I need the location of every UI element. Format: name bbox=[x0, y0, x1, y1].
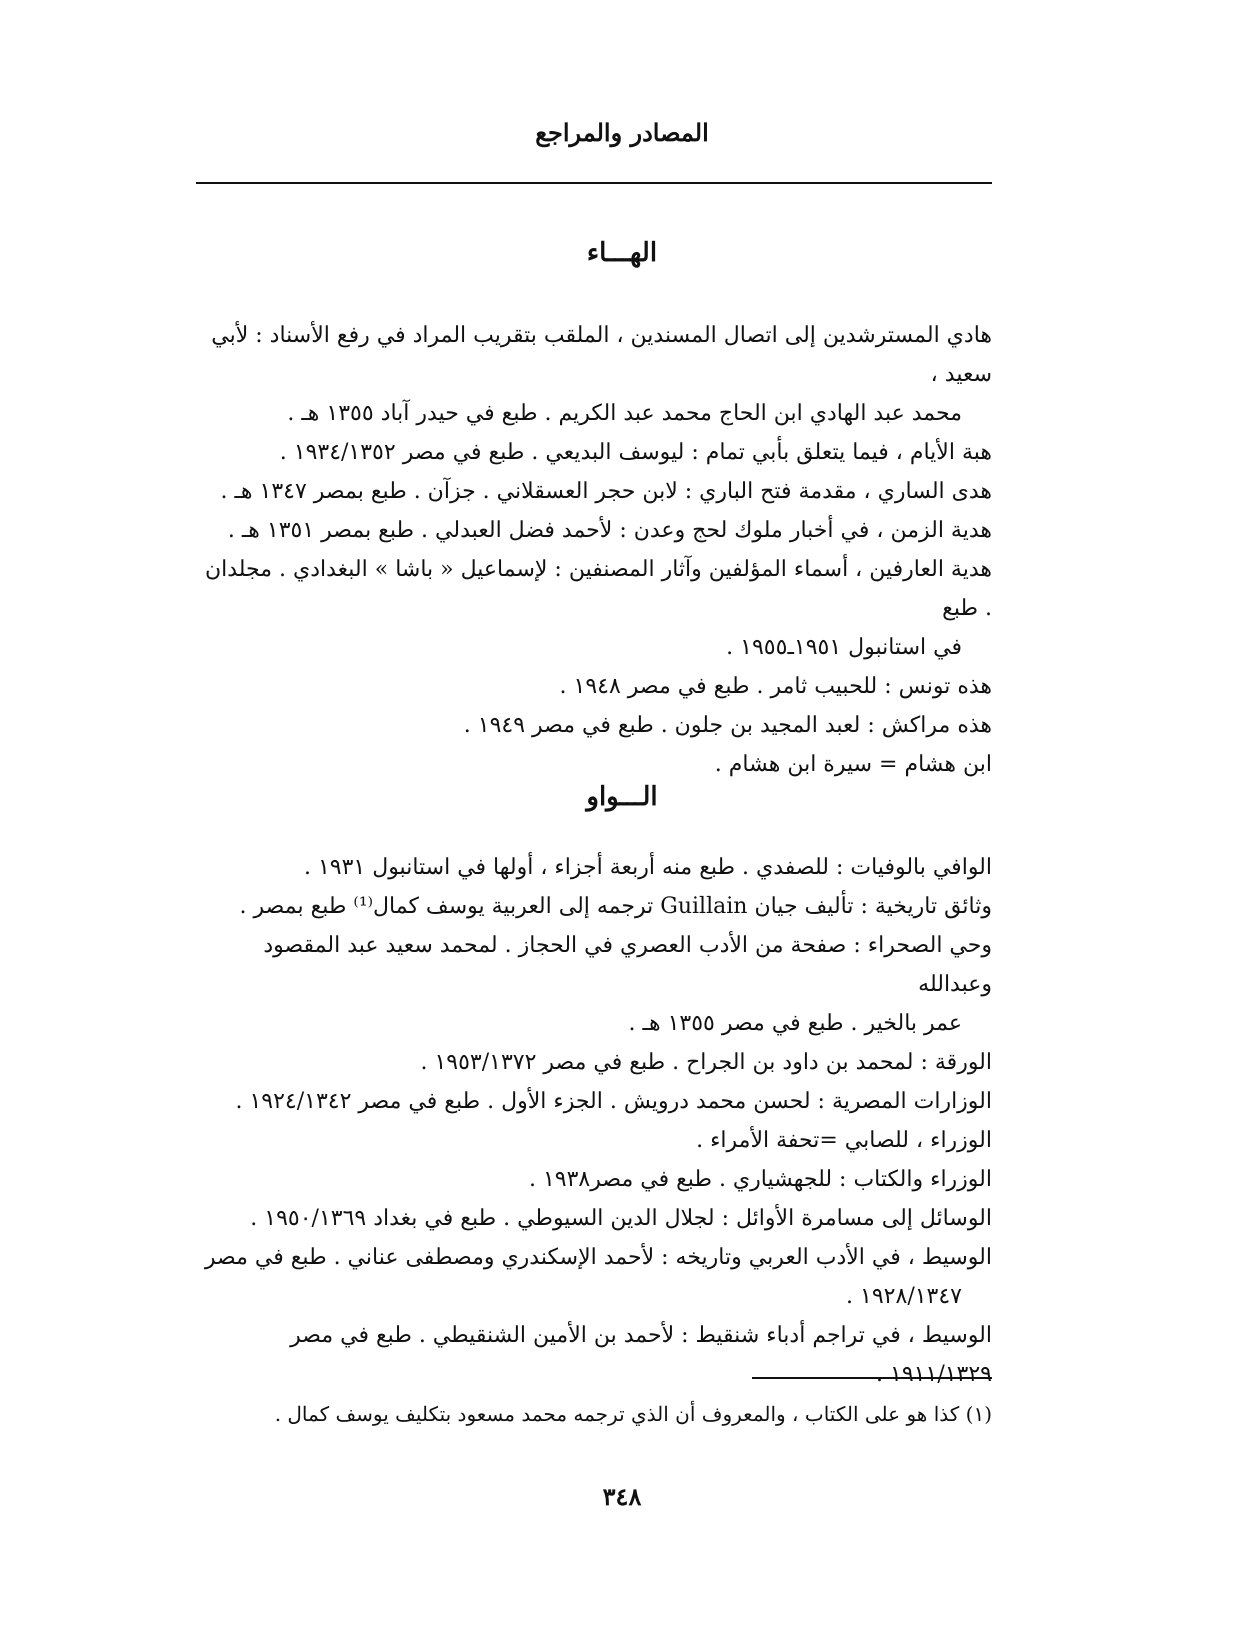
bibliography-entry: الوسيط ، في الأدب العربي وتاريخه : لأحمد الإسكندري ومصطفى عناني . طبع في مصر ١٩٢٨/١٣٤٧ . bbox=[204, 1245, 992, 1309]
bibliography-entry: الورقة : لمحمد بن داود بن الجراح . طبع في مصر ١٩٥٣/١٣٧٢ . bbox=[420, 1050, 992, 1075]
bibliography-entry: ابن هشام = سيرة ابن هشام . bbox=[714, 752, 992, 777]
page-number: ٣٤٨ bbox=[602, 1482, 642, 1511]
entries-waw bbox=[192, 848, 992, 1394]
bibliography-entry: هادي المسترشدين إلى اتصال المسندين ، الملقب بتقريب المراد في رفع الأسناد : لأبي سعيد ، محمد عبد الهادي ابن الحاج محمد عبد الكريم . طبع في حيدر آباد ١٣٥٥ هـ . bbox=[211, 323, 992, 426]
bibliography-entry: الوزارات المصرية : لحسن محمد درويش . الجزء الأول . طبع في مصر ١٩٢٤/١٣٤٢ . bbox=[235, 1089, 992, 1114]
bibliography-entry: الوسائل إلى مسامرة الأوائل : لجلال الدين السيوطي . طبع في بغداد ١٩٥٠/١٣٦٩ . bbox=[250, 1206, 992, 1231]
section-title-haa: الهـــاء bbox=[586, 238, 658, 268]
bibliography-entry: الوزراء ، للصابي =تحفة الأمراء . bbox=[696, 1128, 992, 1153]
bibliography-entry: هدية الزمن ، في أخبار ملوك لحج وعدن : لأحمد فضل العبدلي . طبع بمصر ١٣٥١ هـ . bbox=[227, 518, 992, 543]
running-header: المصادر والمراجع bbox=[535, 118, 709, 147]
entries-haa bbox=[192, 316, 992, 784]
bibliography-entry: الوسيط ، في تراجم أدباء شنقيط : لأحمد بن الأمين الشنقيطي . طبع في مصر ١٩١١/١٣٢٩ . bbox=[290, 1323, 992, 1387]
bibliography-entry: وثائق تاريخية : تأليف جيان Guillain ترجمه إلى العربية يوسف كمال⁽¹⁾ طبع بمصر . bbox=[239, 894, 992, 919]
footnote-rule bbox=[752, 1377, 992, 1379]
section-title-waw: الـــواو bbox=[586, 782, 658, 812]
bibliography-entry: هبة الأيام ، فيما يتعلق بأبي تمام : ليوسف البديعي . طبع في مصر ١٩٣٤/١٣٥٢ . bbox=[279, 440, 992, 465]
bibliography-entry: هذه تونس : للحبيب ثامر . طبع في مصر ١٩٤٨ . bbox=[559, 674, 992, 699]
bibliography-entry: الوزراء والكتاب : للجهشياري . طبع في مصر١٩٣٨ . bbox=[528, 1167, 992, 1192]
bibliography-entry: الوافي بالوفيات : للصفدي . طبع منه أربعة أجزاء ، أولها في استانبول ١٩٣١ . bbox=[303, 855, 992, 880]
header-rule bbox=[196, 182, 992, 184]
bibliography-entry: هدية العارفين ، أسماء المؤلفين وآثار المصنفين : لإسماعيل « باشا » البغدادي . مجلدان . طبع في استانبول ١٩٥١ـ١٩٥٥ . bbox=[204, 557, 992, 660]
bibliography-entry: هذه مراكش : لعبد المجيد بن جلون . طبع في مصر ١٩٤٩ . bbox=[463, 713, 992, 738]
footnote: (١) كذا هو على الكتاب ، والمعروف أن الذي ترجمه محمد مسعود بتكليف يوسف كمال . bbox=[274, 1402, 992, 1426]
bibliography-entry: هدى الساري ، مقدمة فتح الباري : لابن حجر العسقلاني . جزآن . طبع بمصر ١٣٤٧ هـ . bbox=[220, 479, 992, 504]
bibliography-entry: وحي الصحراء : صفحة من الأدب العصري في الحجاز . لمحمد سعيد عبد المقصود وعبدالله عمر بالخير . طبع في مصر ١٣٥٥ هـ . bbox=[263, 933, 992, 1036]
